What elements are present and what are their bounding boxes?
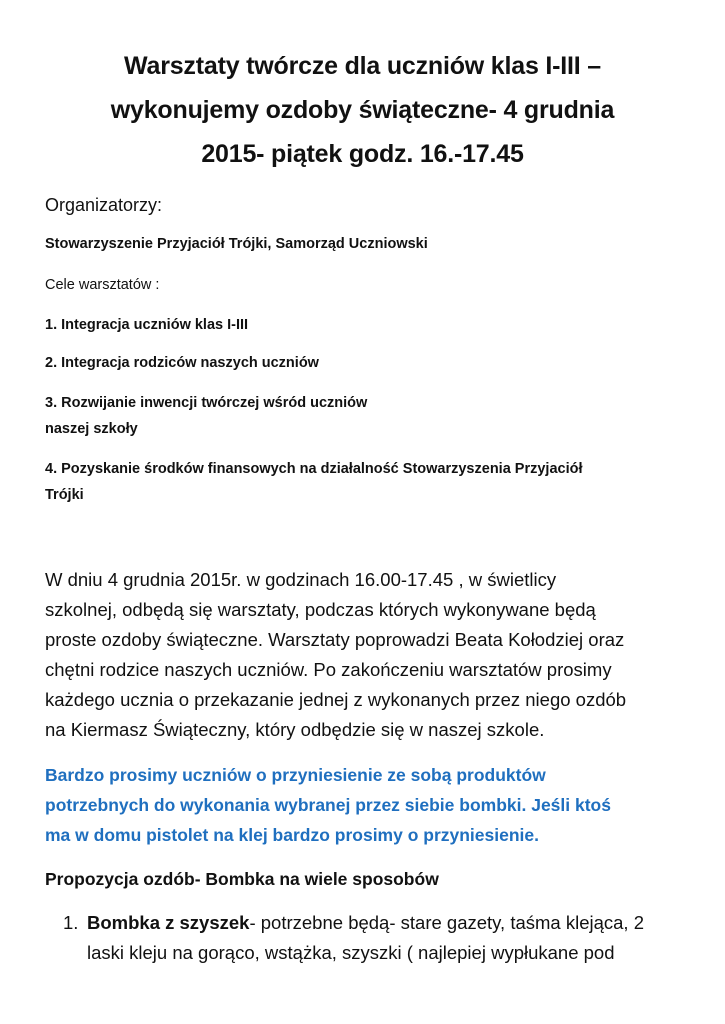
list-item-line: laski kleju na gorąco, wstążka, szyszki ( najlepiej wypłukane pod [87,942,615,963]
highlight-paragraph [45,760,685,850]
list-number: 1. [63,912,79,933]
paragraph-line: chętni rodzice naszych uczniów. Po zakończeniu warsztatów prosimy [45,659,612,680]
organizers-text: Stowarzyszenie Przyjaciół Trójki, Samorząd Uczniowski [45,236,428,252]
proposal-heading: Propozycja ozdób- Bombka na wiele sposobów [45,869,439,889]
body-paragraph [45,565,685,745]
highlight-line: potrzebnych do wykonania wybranej przez siebie bombki. Jeśli ktoś [45,795,611,815]
title-line: wykonujemy ozdoby świąteczne- 4 grudnia [110,96,615,124]
list-item-content [87,908,697,968]
goal-item-2: 2. Integracja rodziców naszych uczniów [45,355,319,371]
organizers-label: Organizatorzy: [45,195,163,215]
goal-item-3: 3. Rozwijanie inwencji twórczej wśród uczniów [45,395,368,411]
paragraph-line: proste ozdoby świąteczne. Warsztaty poprowadzi Beata Kołodziej oraz [45,629,625,650]
document-title [40,44,685,176]
paragraph-line: każdego ucznia o przekazanie jednej z wykonanych przez niego ozdób [45,689,627,710]
goal-item-4: 4. Pozyskanie środków finansowych na działalność Stowarzyszenia Przyjaciół [45,461,583,477]
list-item-title: Bombka z szyszek [87,912,250,933]
paragraph-line: W dniu 4 grudnia 2015r. w godzinach 16.00-17.45 , w świetlicy [45,569,557,590]
paragraph-line: szkolnej, odbędą się warsztaty, podczas których wykonywane będą [45,599,596,620]
goal-item-4-continued: Trójki [45,487,84,503]
list-item-line [87,908,697,938]
highlight-line: ma w domu pistolet na klej bardzo prosimy o przyniesienie. [45,825,539,845]
title-line: 2015- piątek godz. 16.-17.45 [201,140,524,168]
title-line: Warsztaty twórcze dla uczniów klas I-III – [124,52,601,80]
list-item-description: - potrzebne będą- stare gazety, taśma klejąca, 2 [249,912,645,933]
goal-item-3-continued: naszej szkoły [45,421,138,437]
goal-item-1: 1. Integracja uczniów klas I-III [45,317,249,333]
goals-label: Cele warsztatów : [45,277,160,293]
paragraph-line: na Kiermasz Świąteczny, który odbędzie się w naszej szkole. [45,719,545,740]
highlight-line: Bardzo prosimy uczniów o przyniesienie ze sobą produktów [45,765,546,785]
